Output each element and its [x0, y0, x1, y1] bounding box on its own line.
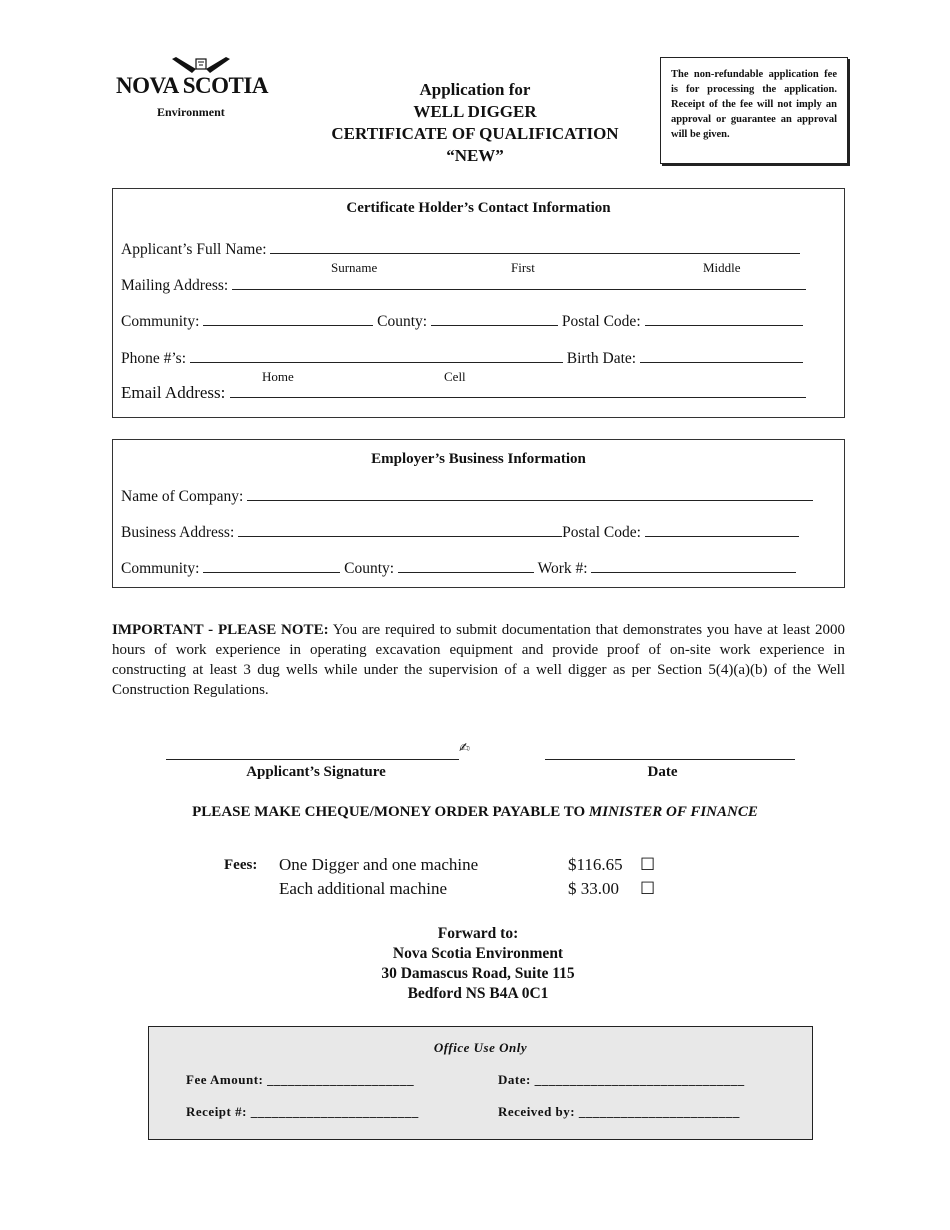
forward-line-3: 30 Damascus Road, Suite 115	[381, 965, 575, 982]
title-line-3: CERTIFICATE OF QUALIFICATION	[331, 124, 619, 143]
signature-label: Applicant’s Signature	[246, 764, 386, 780]
community-field[interactable]	[203, 311, 373, 326]
fee-desc: Each additional machine	[279, 879, 448, 898]
fee-row	[279, 879, 447, 899]
business-county-label: County:	[344, 560, 395, 577]
email-field[interactable]	[230, 383, 806, 398]
contact-heading: Certificate Holder’s Contact Information	[346, 200, 611, 216]
forward-line-4: Bedford NS B4A 0C1	[407, 985, 549, 1002]
fee-checkbox[interactable]: ☐	[640, 879, 656, 899]
full-name-field[interactable]	[270, 239, 800, 254]
postal-label: Postal Code:	[561, 313, 641, 330]
office-heading: Office Use Only	[433, 1040, 528, 1055]
signature-line[interactable]	[166, 742, 459, 760]
form-title	[300, 79, 650, 167]
community-row	[121, 311, 803, 331]
receipt-field[interactable]: Receipt #: ________________________	[186, 1104, 419, 1119]
work-phone-field[interactable]	[591, 558, 796, 573]
email-label: Email Address:	[121, 383, 226, 402]
business-postal-field[interactable]	[645, 522, 799, 537]
fee-amount: $ 33.00	[568, 879, 619, 898]
full-name-row	[121, 239, 800, 259]
phone-field[interactable]	[190, 348, 563, 363]
fee-row	[279, 855, 478, 875]
birth-date-label: Birth Date:	[566, 350, 637, 367]
date-label: Date	[647, 764, 678, 780]
employer-section	[112, 439, 845, 588]
community-label: Community:	[121, 313, 200, 330]
employer-heading: Employer’s Business Information	[371, 451, 586, 467]
birth-date-field[interactable]	[640, 348, 803, 363]
business-community-row	[121, 558, 796, 578]
county-field[interactable]	[431, 311, 558, 326]
work-phone-label: Work #:	[537, 560, 588, 577]
mailing-label: Mailing Address:	[121, 277, 229, 294]
important-lead: IMPORTANT - PLEASE NOTE:	[112, 622, 329, 638]
payable-line	[0, 804, 950, 821]
full-name-label: Applicant’s Full Name:	[121, 241, 267, 258]
office-date-field[interactable]: Date: ______________________________	[498, 1072, 745, 1087]
date-line[interactable]	[545, 742, 795, 760]
mailing-field[interactable]	[232, 275, 806, 290]
business-address-row	[121, 522, 799, 542]
payable-payee: MINISTER OF FINANCE	[588, 804, 758, 820]
fee-amount-field[interactable]: Fee Amount: _____________________	[186, 1072, 415, 1087]
company-label: Name of Company:	[121, 488, 244, 505]
mailing-row	[121, 275, 806, 295]
first-caption: First	[511, 260, 535, 275]
company-row	[121, 486, 813, 506]
surname-caption: Surname	[331, 260, 378, 275]
fee-checkbox[interactable]: ☐	[640, 855, 656, 875]
logo-department: Environment	[157, 105, 225, 119]
important-note	[112, 620, 845, 700]
company-field[interactable]	[247, 486, 813, 501]
phone-label: Phone #’s:	[121, 350, 187, 367]
fee-desc: One Digger and one machine	[279, 855, 479, 874]
cell-caption: Cell	[444, 369, 466, 384]
business-postal-label: Postal Code:	[562, 524, 641, 541]
logo-wordmark: NOVA SCOTIA	[116, 73, 268, 98]
fee-notice-box: The non-refundable application fee is for processing the application. Receipt of the fee will not imply an approval or guarantee an approval will be given.	[660, 57, 848, 164]
received-by-field[interactable]: Received by: _______________________	[498, 1104, 740, 1119]
forward-line-1: Forward to:	[437, 925, 519, 942]
county-label: County:	[377, 313, 428, 330]
payable-lead: PLEASE MAKE CHEQUE/MONEY ORDER PAYABLE TO	[192, 804, 589, 820]
important-text: You are required to submit documentation that demonstrates you have at least 2000 hours of work experience in operating excavation equipment and provide proof of on-site work experience in constructing at least 3 dug wells while under the supervision of a well digger as per Section 5(4)(a)(b) of the Well Construction Regulations.	[112, 622, 845, 698]
office-use-box	[148, 1026, 813, 1140]
postal-field[interactable]	[645, 311, 803, 326]
title-line-1: Application for	[419, 80, 531, 99]
business-county-field[interactable]	[398, 558, 534, 573]
forward-line-2: Nova Scotia Environment	[392, 945, 564, 962]
business-address-field[interactable]	[238, 522, 562, 537]
title-line-2: WELL DIGGER	[413, 102, 537, 121]
phone-row	[121, 348, 803, 368]
business-community-field[interactable]	[203, 558, 340, 573]
contact-section	[112, 188, 845, 418]
business-community-label: Community:	[121, 560, 200, 577]
fee-amount: $116.65	[568, 855, 623, 874]
pen-icon: ✍	[459, 741, 470, 756]
email-row	[121, 383, 806, 403]
forward-address	[0, 924, 950, 1004]
logo	[116, 55, 286, 125]
fees-label: Fees:	[224, 857, 258, 873]
title-line-4: “NEW”	[446, 146, 504, 165]
home-caption: Home	[262, 369, 294, 384]
business-address-label: Business Address:	[121, 524, 235, 541]
middle-caption: Middle	[703, 260, 741, 275]
